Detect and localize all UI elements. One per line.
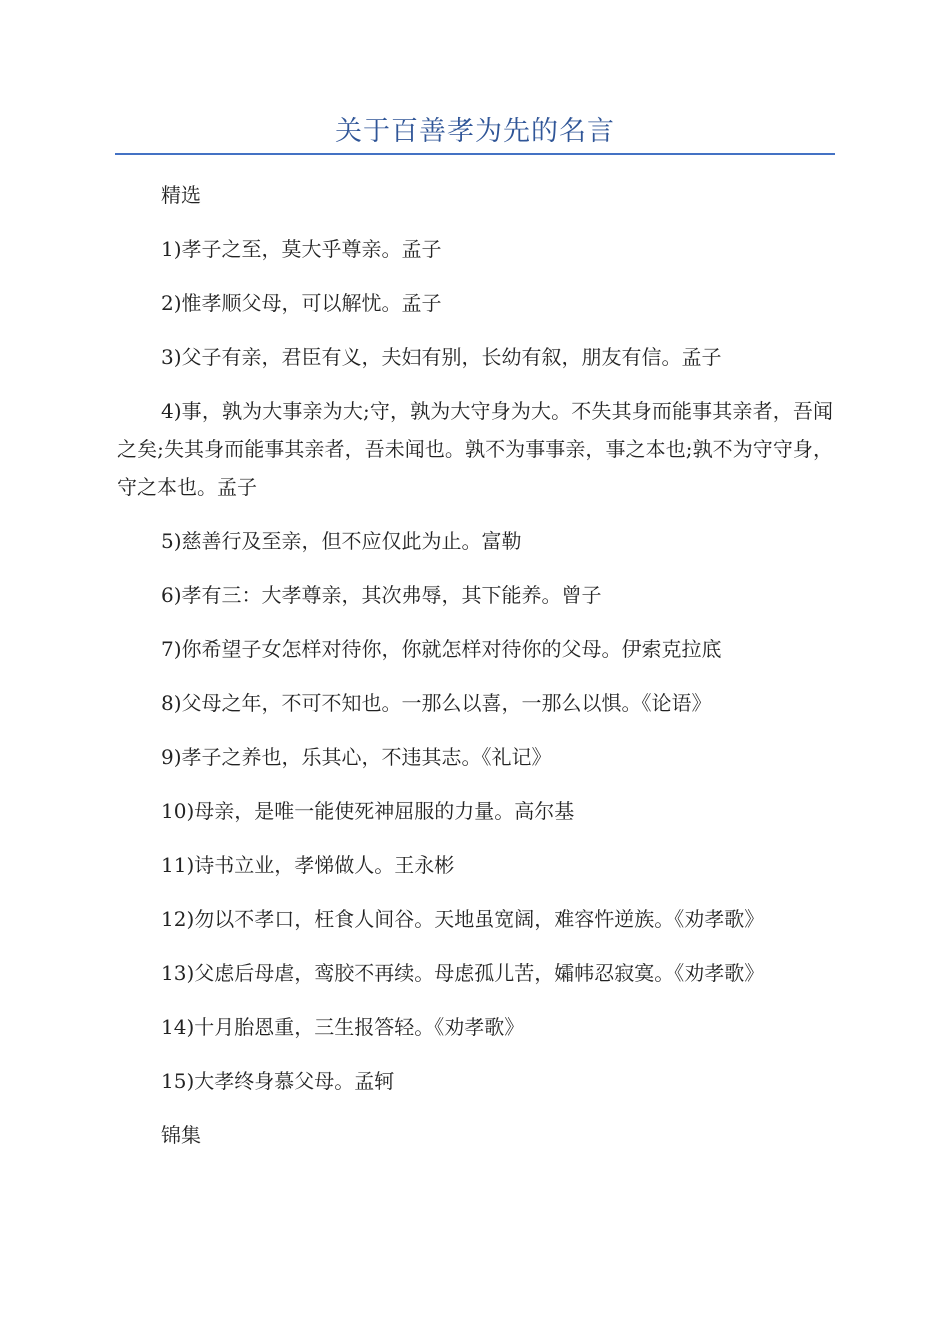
quote-paragraph: 11)诗书立业，孝悌做人。王永彬 [161, 853, 455, 877]
document-body [117, 176, 833, 1170]
quote-paragraph: 2)惟孝顺父母，可以解忧。孟子 [161, 291, 442, 315]
quote-paragraph: 15)大孝终身慕父母。孟轲 [161, 1069, 395, 1093]
document-title: 关于百善孝为先的名言 [335, 116, 615, 147]
title-underline [115, 153, 835, 155]
quote-paragraph: 7)你希望子女怎样对待你，你就怎样对待你的父母。伊索克拉底 [161, 637, 722, 661]
quote-paragraph: 4)事，孰为大事亲为大;守，孰为大守身为大。不失其身而能事其亲者，吾闻之矣;失其身而能事其亲者，吾未闻也。孰不为事事亲，事之本也;孰不为守守身，守之本也。孟子 [117, 399, 833, 499]
quote-paragraph: 8)父母之年，不可不知也。一那么以喜，一那么以惧。《论语》 [161, 691, 712, 715]
quote-paragraph: 9)孝子之养也，乐其心，不违其志。《礼记》 [161, 745, 552, 769]
quote-paragraph: 1)孝子之至，莫大乎尊亲。孟子 [161, 237, 442, 261]
quote-paragraph: 10)母亲，是唯一能使死神屈服的力量。高尔基 [161, 799, 575, 823]
quote-paragraph: 12)勿以不孝口，枉食人间谷。天地虽宽阔，难容忤逆族。《劝孝歌》 [161, 907, 765, 931]
quote-paragraph: 3)父子有亲，君臣有义，夫妇有别，长幼有叙，朋友有信。孟子 [161, 345, 722, 369]
quote-paragraph: 5)慈善行及至亲，但不应仅此为止。富勒 [161, 529, 522, 553]
section-heading: 精选 [161, 183, 201, 207]
quote-paragraph: 13)父虑后母虐，鸾胶不再续。母虑孤儿苦，孀帏忍寂寞。《劝孝歌》 [161, 961, 765, 985]
quote-paragraph: 14)十月胎恩重，三生报答轻。《劝孝歌》 [161, 1015, 525, 1039]
quote-paragraph: 6)孝有三：大孝尊亲，其次弗辱，其下能养。曾子 [161, 583, 602, 607]
section-heading: 锦集 [161, 1123, 201, 1147]
